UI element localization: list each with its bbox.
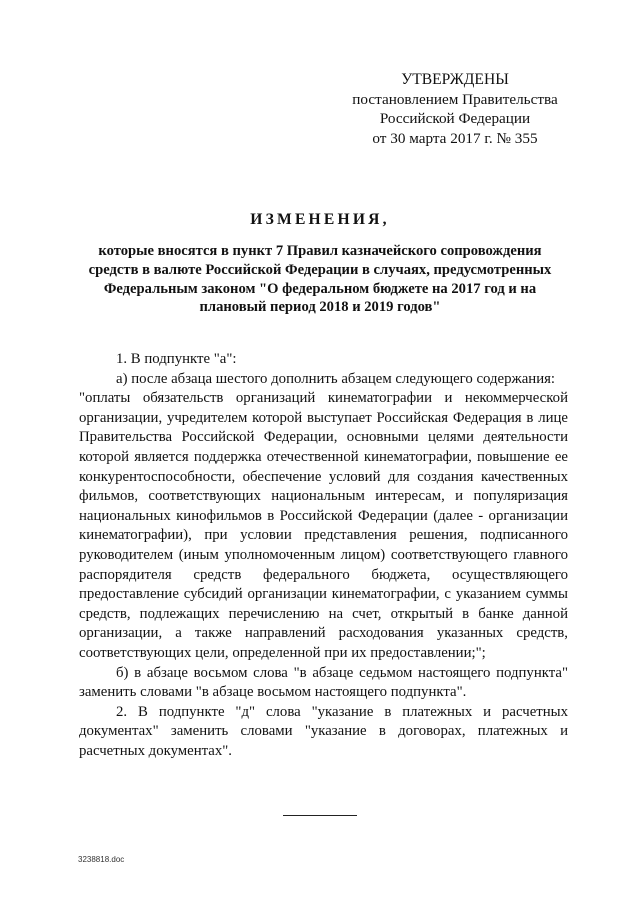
subtitle-line: которые вносятся в пункт 7 Правил казначейского сопровождения	[98, 243, 542, 259]
body-paragraph: 1. В подпункте "а":	[116, 351, 237, 367]
approval-line-3: от 30 марта 2017 г. № 355	[372, 129, 538, 147]
body-paragraph-quote: "оплаты обязательств организаций кинематографии и некоммерческой организации, учредителем которой выступает Российская Федерация в лице Правительства Российской Федерации, основными целями деятельности которой является поддержка отечественной кинематографии, повышение ее конкурентоспособности, обеспечение условий для создания качественных фильмов, соответствующих национальным интересам, и популяризация национальных кинофильмов в Российской Федерации (далее - организации кинематографии), при условии представления решения, подписанного руководителем (иным уполномоченным лицом) соответствующего главного распорядителя средств федерального бюджета, осуществляющего предоставление субсидий организации кинематографии, с указанием суммы средств, подлежащих перечислению на счет, открытый в банке данной организации, а также направлений расходования указанных средств, соответствующих цели, определенной при их предоставлении;";	[79, 390, 568, 661]
body-paragraph: а) после абзаца шестого дополнить абзацем следующего содержания:	[116, 370, 556, 387]
body-paragraph: б) в абзаце восьмом слова "в абзаце седьмом настоящего подпункта" заменить словами "в абзаце восьмом настоящего подпункта".	[79, 664, 568, 701]
approval-line-2: Российской Федерации	[379, 110, 531, 127]
approval-line-1: постановлением Правительства	[352, 90, 558, 108]
body-paragraph: 2. В подпункте "д" слова "указание в платежных и расчетных документах" заменить словами "указание в договорах, платежных и расчетных документах".	[79, 703, 568, 759]
approval-status: УТВЕРЖДЕНЫ	[401, 71, 509, 88]
subtitle-line: плановый период 2018 и 2019 годов"	[199, 299, 441, 316]
subtitle-line: средств в валюте Российской Федерации в случаях, предусмотренных	[88, 261, 552, 278]
end-separator-line	[283, 815, 357, 816]
document-subtitle	[60, 242, 580, 317]
document-heading	[60, 210, 580, 317]
approval-block	[330, 70, 580, 148]
document-file-code: 3238818.doc	[78, 855, 125, 864]
document-title: ИЗМЕНЕНИЯ,	[250, 211, 390, 228]
subtitle-line: Федеральным законом "О федеральном бюджете на 2017 год и на	[103, 280, 537, 297]
document-body	[79, 350, 568, 761]
